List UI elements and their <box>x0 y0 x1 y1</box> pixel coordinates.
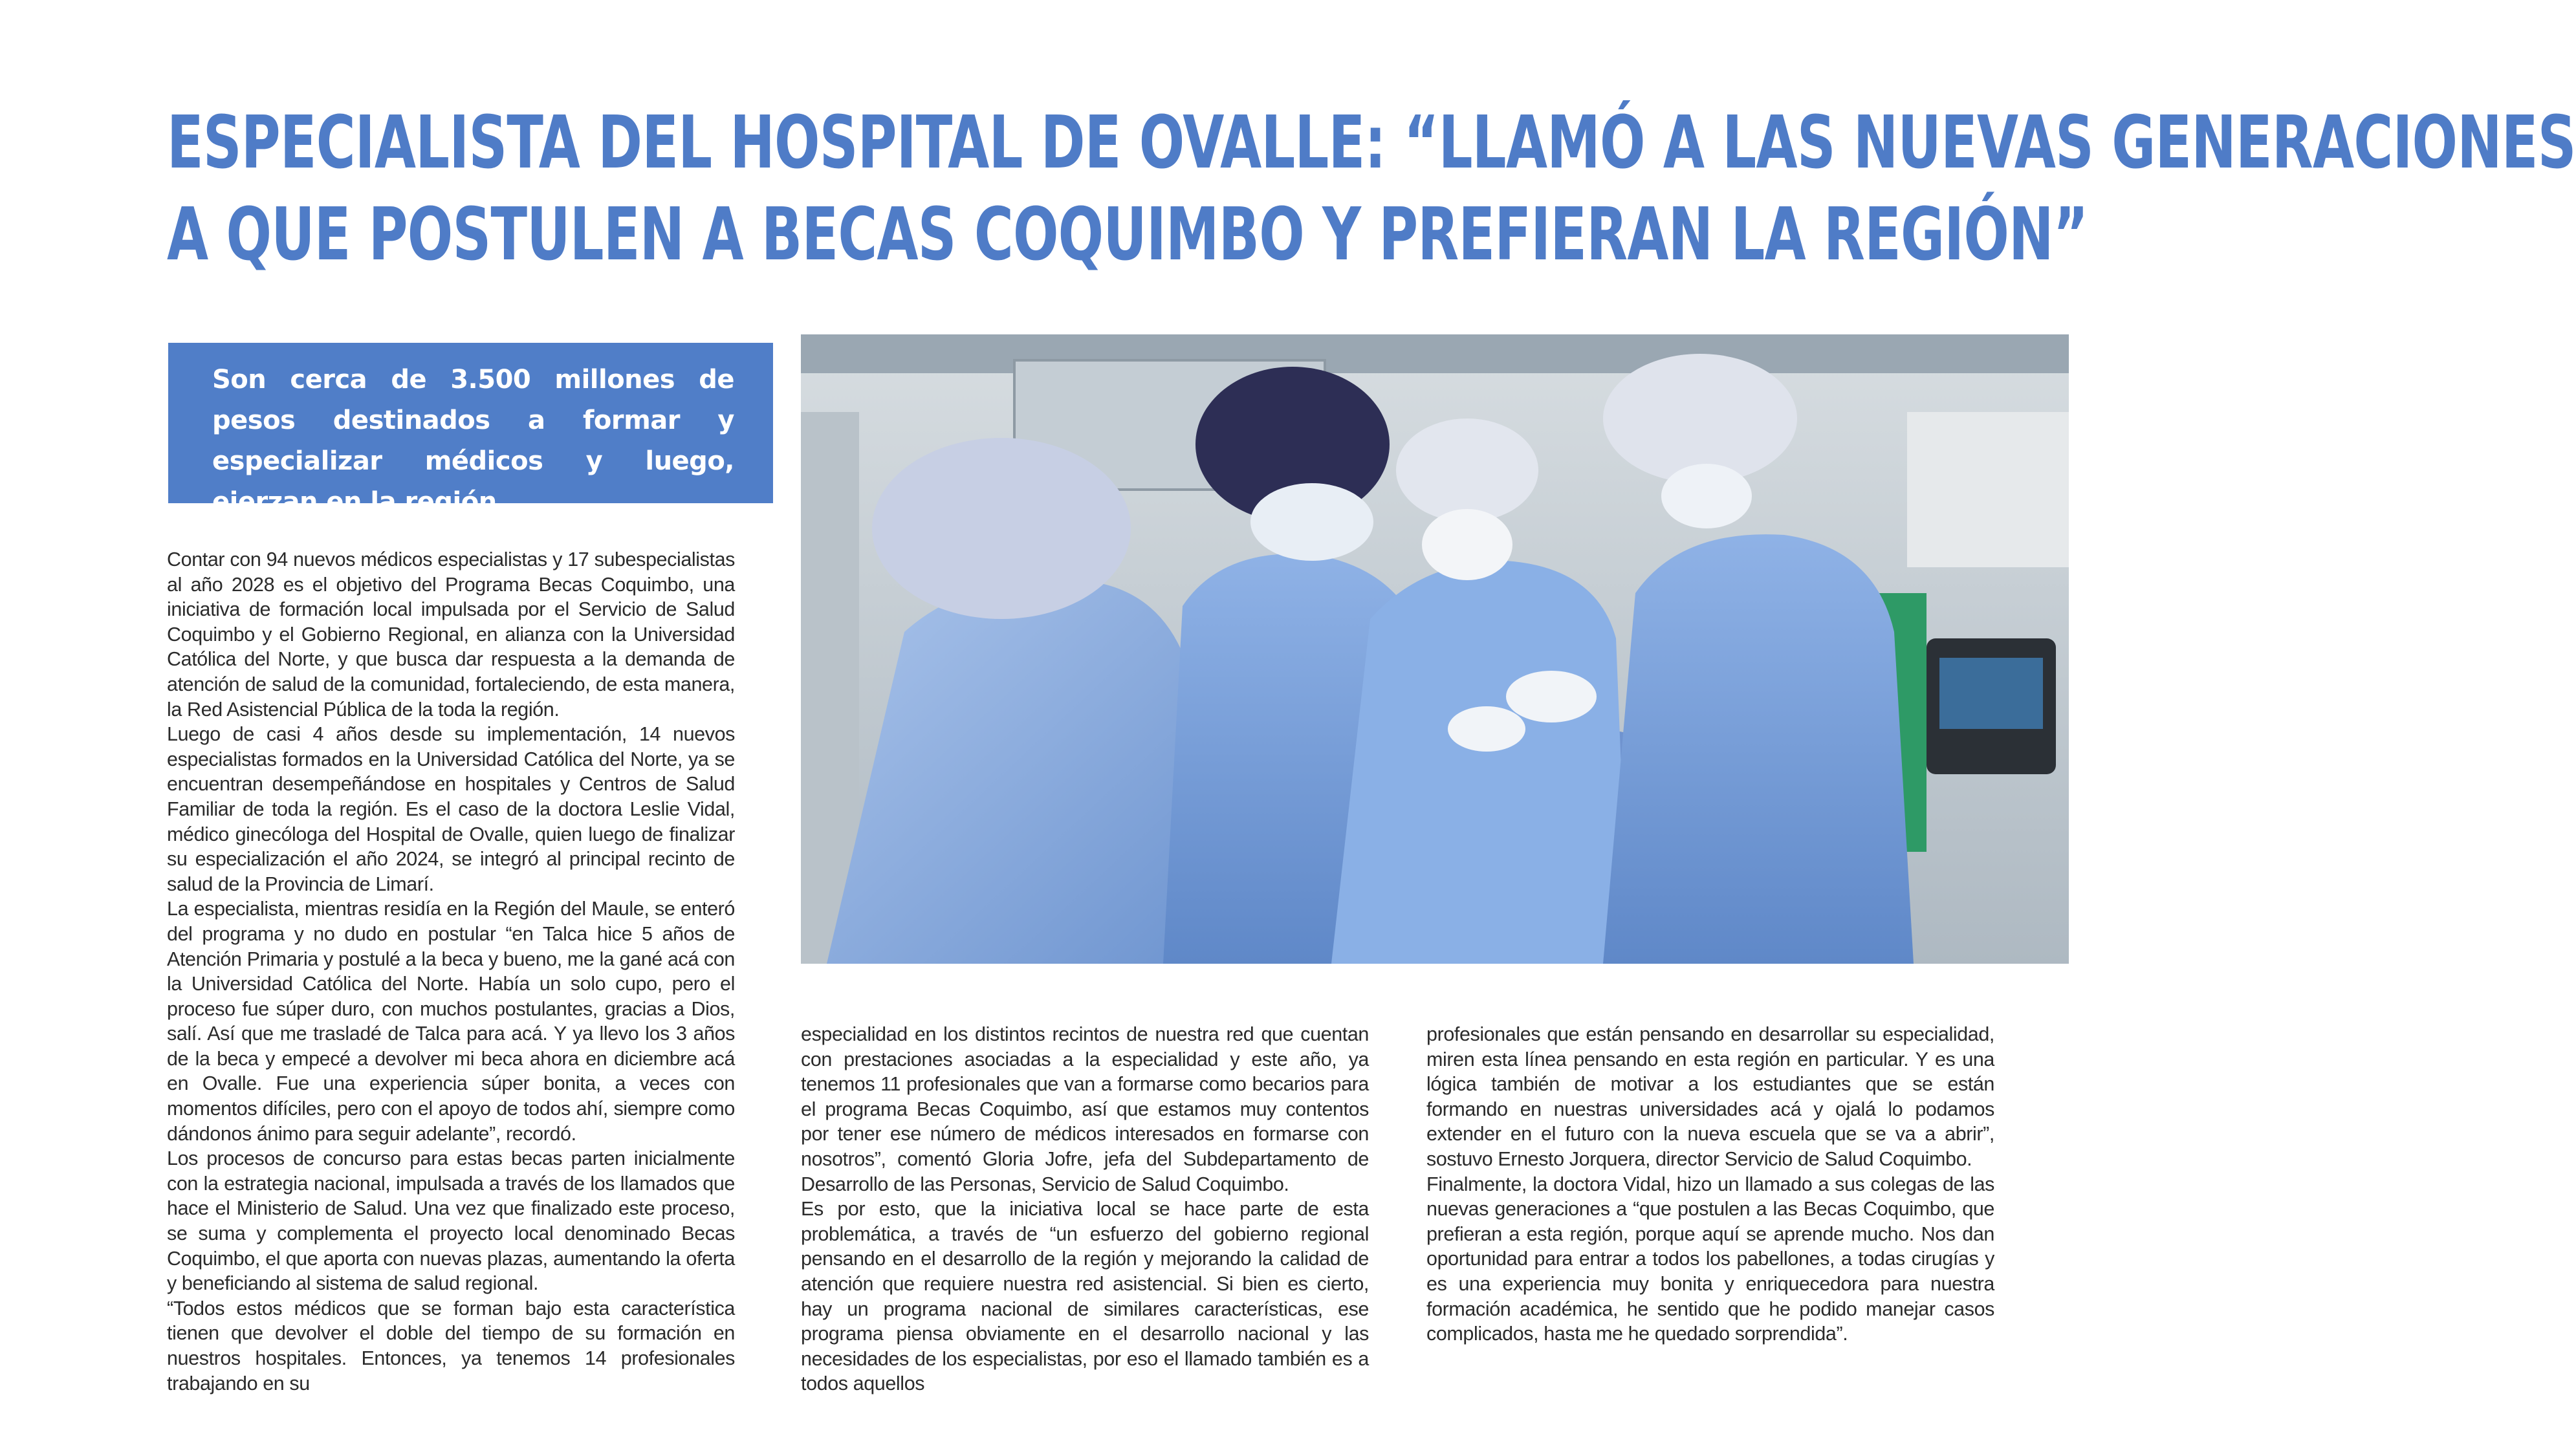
surgery-team-photo-icon <box>801 334 2069 964</box>
paragraph: “Todos estos médicos que se forman bajo esta característica tienen que devolver el doble del tiempo de su formación en nuestros hospitales. Entonces, ya tenemos 14 profesionales trabajando en su <box>167 1297 735 1394</box>
paragraph: profesionales que están pensando en desarrollar su especialidad, miren esta línea pensando en esta región en particular. Y es una lógica también de motivar a los estudiantes que se están formando en nuestras universidades acá y ojalá lo podamos extender en el futuro con la nueva escuela que se va a abrir”, sostuvo Ernesto Jorquera, director Servicio de Salud Coquimbo. <box>1426 1023 1994 1170</box>
paragraph: Los procesos de concurso para estas becas parten inicialmente con la estrategia nacional, impulsada a través de los llamados que hace el Ministerio de Salud. Una vez que finalizado este proceso, se suma y complementa el proyecto local denominado Becas Coquimbo, el que aporta con nuevas plazas, aumentando la oferta y beneficiando al sistema de salud regional. <box>167 1147 735 1295</box>
headline-line-2: A QUE POSTULEN A BECAS COQUIMBO Y PREFIERAN LA REGIÓN” <box>167 193 2088 277</box>
headline <box>167 97 2576 281</box>
paragraph: especialidad en los distintos recintos de nuestra red que cuentan con prestaciones asociadas a la especialidad y este año, ya tenemos 11 profesionales que van a formarse como becarios para el programa Becas Coquimbo, así que estamos muy contentos por tener ese número de médicos interesados en formarse con nosotros”, comentó Gloria Jofre, jefa del Subdepartamento de Desarrollo de las Personas, Servicio de Salud Coquimbo. <box>801 1023 1369 1195</box>
paragraph: La especialista, mientras residía en la Región del Maule, se enteró del programa y no dudo en postular “en Talca hice 5 años de Atención Primaria y postulé a la beca y bueno, me la gané acá con la Universidad Católica del Norte. Había un solo cupo, pero el proceso fue súper duro, con muchos postulantes, gracias a Dios, salí. Así que me trasladé de Talca para acá. Y ya llevo los 3 años de la beca y empecé a devolver mi beca ahora en diciembre acá en Ovalle. Fue una experiencia súper bonita, a veces con momentos difíciles, pero con el apoyo de todos ahí, siempre como dándonos ánimo para seguir adelante”, recordó. <box>167 898 735 1145</box>
body-column-1 <box>167 547 735 1396</box>
paragraph: Luego de casi 4 años desde su implementación, 14 nuevos especialistas formados en la Universidad Católica del Norte, ya se encuentran desempeñándose en hospitales y Centros de Salud Familiar de toda la región. Es el caso de la doctora Leslie Vidal, médico ginecóloga del Hospital de Ovalle, quien luego de finalizar su especialización el año 2024, se integró al principal recinto de salud de la Provincia de Limarí. <box>167 723 735 895</box>
headline-line-1: ESPECIALISTA DEL HOSPITAL DE OVALLE: “LLAMÓ A LAS NUEVAS GENERACIONES <box>167 101 2576 185</box>
paragraph: Finalmente, la doctora Vidal, hizo un llamado a sus colegas de las nuevas generaciones a “que postulen a las Becas Coquimbo, que prefieran a esta región, porque aquí se aprende mucho. Nos dan oportunidad para entrar a todos los pabellones, a todas cirugías y es una experiencia muy bonita y enriquecedora para nuestra formación académica, he sentido que he podido manejar casos complicados, hasta me he quedado sorprendida”. <box>1426 1173 1994 1345</box>
lead-box <box>168 343 773 517</box>
paragraph: Es por esto, que la iniciativa local se hace parte de esta problemática, a través de “un esfuerzo del gobierno regional pensando en el desarrollo de la región y mejorando la calidad de atención que requiere nuestra red asistencial. Si bien es cierto, hay un programa nacional de similares características, ese programa piensa obviamente en el desarrollo nacional y las necesidades de los especialistas, por eso el llamado también es a todos aquellos <box>801 1198 1369 1395</box>
body-column-3 <box>1426 1022 1994 1347</box>
lead-text: Son cerca de 3.500 millones de pesos destinados a formar y especializar médicos y luego, ejerzan en la región. <box>212 365 734 517</box>
paragraph: Contar con 94 nuevos médicos especialistas y 17 subespecialistas al año 2028 es el objetivo del Programa Becas Coquimbo, una iniciativa de formación local impulsada por el Servicio de Salud Coquimbo y el Gobierno Regional, en alianza con la Universidad Católica del Norte, y que busca dar respuesta a la demanda de atención de salud de la comunidad, fortaleciendo, de esta manera, la Red Asistencial Pública de la toda la región. <box>167 548 735 721</box>
surgery-photo <box>801 334 2069 964</box>
body-column-2 <box>801 1022 1369 1396</box>
